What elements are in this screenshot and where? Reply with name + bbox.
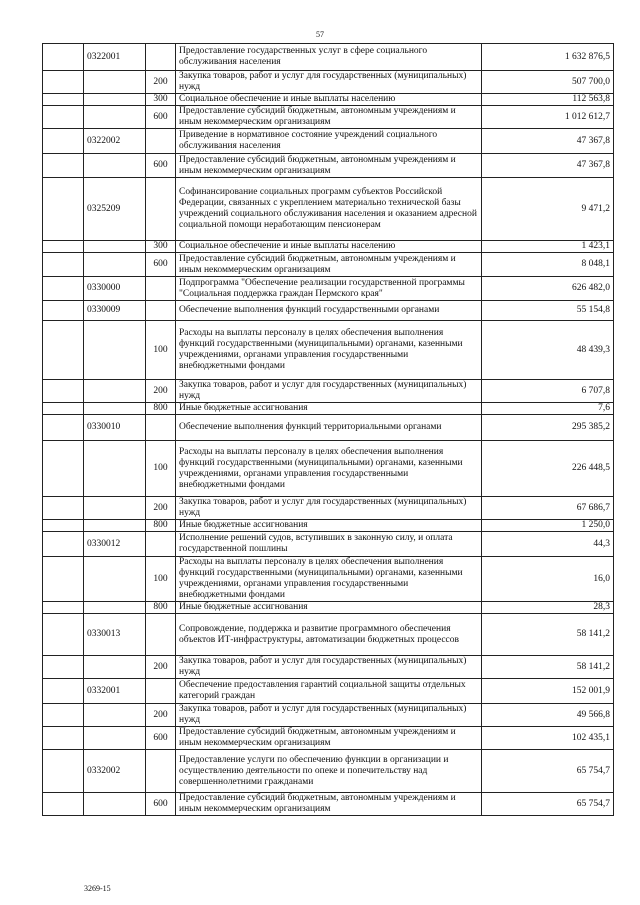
name-cell: Обеспечение выполнения функций государственными органами xyxy=(176,301,482,321)
row-spacer-cell xyxy=(43,793,84,816)
amount-cell: 55 154,8 xyxy=(482,301,614,321)
expense-type-cell xyxy=(146,679,176,704)
row-spacer-cell xyxy=(43,154,84,178)
target-code-cell xyxy=(84,520,146,532)
amount-cell: 28,3 xyxy=(482,602,614,614)
amount-cell: 1 632 876,5 xyxy=(482,44,614,71)
table-row xyxy=(43,520,614,532)
amount-cell: 67 686,7 xyxy=(482,497,614,520)
table-row xyxy=(43,415,614,441)
table-row xyxy=(43,497,614,520)
row-spacer-cell xyxy=(43,129,84,154)
row-spacer-cell xyxy=(43,253,84,277)
table-row xyxy=(43,602,614,614)
name-cell: Предоставление субсидий бюджетным, автономным учреждениям и иным некоммерческим организациям xyxy=(176,253,482,277)
name-cell: Расходы на выплаты персоналу в целях обеспечения выполнения функций государственными (муниципальными) органами, казенными учреждениями, органами управления государственными внебюджетными фондами xyxy=(176,557,482,602)
name-cell: Иные бюджетные ассигнования xyxy=(176,520,482,532)
budget-table-body xyxy=(43,44,614,816)
expense-type-cell: 800 xyxy=(146,602,176,614)
table-row xyxy=(43,656,614,679)
amount-cell: 47 367,8 xyxy=(482,129,614,154)
expense-type-cell xyxy=(146,301,176,321)
table-row xyxy=(43,154,614,178)
target-code-cell xyxy=(84,557,146,602)
row-spacer-cell xyxy=(43,656,84,679)
target-code-cell: 0330012 xyxy=(84,532,146,557)
target-code-cell xyxy=(84,106,146,129)
row-spacer-cell xyxy=(43,380,84,403)
amount-cell: 65 754,7 xyxy=(482,750,614,793)
row-spacer-cell xyxy=(43,704,84,727)
table-row xyxy=(43,106,614,129)
page-number: 57 xyxy=(316,30,324,39)
expense-type-cell: 600 xyxy=(146,154,176,178)
target-code-cell: 0332001 xyxy=(84,679,146,704)
name-cell: Предоставление субсидий бюджетным, автономным учреждениям и иным некоммерческим организациям xyxy=(176,154,482,178)
table-row xyxy=(43,614,614,656)
name-cell: Приведение в нормативное состояние учреждений социального обслуживания населения xyxy=(176,129,482,154)
target-code-cell: 0330009 xyxy=(84,301,146,321)
table-row xyxy=(43,129,614,154)
table-row xyxy=(43,241,614,253)
amount-cell: 16,0 xyxy=(482,557,614,602)
table-row xyxy=(43,380,614,403)
row-spacer-cell xyxy=(43,497,84,520)
target-code-cell xyxy=(84,241,146,253)
row-spacer-cell xyxy=(43,403,84,415)
amount-cell: 7,6 xyxy=(482,403,614,415)
name-cell: Социальное обеспечение и иные выплаты населению xyxy=(176,94,482,106)
target-code-cell xyxy=(84,403,146,415)
row-spacer-cell xyxy=(43,301,84,321)
expense-type-cell xyxy=(146,178,176,241)
row-spacer-cell xyxy=(43,557,84,602)
expense-type-cell xyxy=(146,614,176,656)
name-cell: Предоставление услуги по обеспечению функции в организации и осуществлению деятельности по опеке и попечительству над совершеннолетними гражданами xyxy=(176,750,482,793)
row-spacer-cell xyxy=(43,94,84,106)
name-cell: Закупка товаров, работ и услуг для государственных (муниципальных) нужд xyxy=(176,704,482,727)
name-cell: Софинансирование социальных программ субъектов Российской Федерации, связанных с укреплением материально технической базы учреждений социального обслуживания населения и оказанием адресной социальной помощи неработающим пенсионерам xyxy=(176,178,482,241)
row-spacer-cell xyxy=(43,277,84,301)
name-cell: Предоставление субсидий бюджетным, автономным учреждениям и иным некоммерческим организациям xyxy=(176,727,482,750)
name-cell: Закупка товаров, работ и услуг для государственных (муниципальных) нужд xyxy=(176,380,482,403)
target-code-cell xyxy=(84,321,146,380)
table-row xyxy=(43,44,614,71)
expense-type-cell xyxy=(146,532,176,557)
amount-cell: 295 385,2 xyxy=(482,415,614,441)
target-code-cell xyxy=(84,71,146,94)
expense-type-cell: 600 xyxy=(146,727,176,750)
name-cell: Предоставление субсидий бюджетным, автономным учреждениям и иным некоммерческим организациям xyxy=(176,106,482,129)
name-cell: Закупка товаров, работ и услуг для государственных (муниципальных) нужд xyxy=(176,71,482,94)
row-spacer-cell xyxy=(43,520,84,532)
target-code-cell: 0330013 xyxy=(84,614,146,656)
target-code-cell: 0330010 xyxy=(84,415,146,441)
amount-cell: 9 471,2 xyxy=(482,178,614,241)
expense-type-cell xyxy=(146,44,176,71)
expense-type-cell: 200 xyxy=(146,71,176,94)
expense-type-cell xyxy=(146,277,176,301)
name-cell: Обеспечение предоставления гарантий социальной защиты отдельных категорий граждан xyxy=(176,679,482,704)
name-cell: Обеспечение выполнения функций территориальными органами xyxy=(176,415,482,441)
table-row xyxy=(43,441,614,497)
expense-type-cell: 800 xyxy=(146,520,176,532)
row-spacer-cell xyxy=(43,415,84,441)
expense-type-cell: 100 xyxy=(146,557,176,602)
name-cell: Расходы на выплаты персоналу в целях обеспечения выполнения функций государственными (муниципальными) органами, казенными учреждениями, органами управления государственными внебюджетными фондами xyxy=(176,441,482,497)
amount-cell: 112 563,8 xyxy=(482,94,614,106)
target-code-cell xyxy=(84,656,146,679)
amount-cell: 47 367,8 xyxy=(482,154,614,178)
row-spacer-cell xyxy=(43,727,84,750)
name-cell: Иные бюджетные ассигнования xyxy=(176,403,482,415)
expense-type-cell xyxy=(146,415,176,441)
amount-cell: 626 482,0 xyxy=(482,277,614,301)
expense-type-cell: 100 xyxy=(146,321,176,380)
amount-cell: 48 439,3 xyxy=(482,321,614,380)
table-row xyxy=(43,178,614,241)
name-cell: Закупка товаров, работ и услуг для государственных (муниципальных) нужд xyxy=(176,497,482,520)
target-code-cell: 0322002 xyxy=(84,129,146,154)
amount-cell: 507 700,0 xyxy=(482,71,614,94)
table-row xyxy=(43,704,614,727)
table-row xyxy=(43,301,614,321)
expense-type-cell: 200 xyxy=(146,380,176,403)
table-row xyxy=(43,557,614,602)
name-cell: Социальное обеспечение и иные выплаты населению xyxy=(176,241,482,253)
table-row xyxy=(43,750,614,793)
expense-type-cell: 600 xyxy=(146,106,176,129)
expense-type-cell: 100 xyxy=(146,441,176,497)
expense-type-cell: 200 xyxy=(146,656,176,679)
amount-cell: 6 707,8 xyxy=(482,380,614,403)
name-cell: Расходы на выплаты персоналу в целях обеспечения выполнения функций государственными (муниципальными) органами, казенными учреждениями, органами управления государственными внебюджетными фондами xyxy=(176,321,482,380)
row-spacer-cell xyxy=(43,321,84,380)
name-cell: Подпрограмма "Обеспечение реализации государственной программы "Социальная поддержка граждан Пермского края" xyxy=(176,277,482,301)
name-cell: Предоставление государственных услуг в сфере социального обслуживания населения xyxy=(176,44,482,71)
row-spacer-cell xyxy=(43,106,84,129)
target-code-cell xyxy=(84,154,146,178)
target-code-cell xyxy=(84,253,146,277)
expense-type-cell: 200 xyxy=(146,704,176,727)
amount-cell: 65 754,7 xyxy=(482,793,614,816)
expense-type-cell: 800 xyxy=(146,403,176,415)
target-code-cell xyxy=(84,497,146,520)
budget-table xyxy=(42,43,614,816)
target-code-cell: 0330000 xyxy=(84,277,146,301)
name-cell: Предоставление субсидий бюджетным, автономным учреждениям и иным некоммерческим организациям xyxy=(176,793,482,816)
amount-cell: 1 012 612,7 xyxy=(482,106,614,129)
footer-code: 3269-15 xyxy=(84,884,111,893)
amount-cell: 58 141,2 xyxy=(482,656,614,679)
table-row xyxy=(43,727,614,750)
name-cell: Закупка товаров, работ и услуг для государственных (муниципальных) нужд xyxy=(176,656,482,679)
table-row xyxy=(43,403,614,415)
name-cell: Сопровождение, поддержка и развитие программного обеспечения объектов ИТ-инфраструктуры, автоматизации бюджетных процессов xyxy=(176,614,482,656)
target-code-cell xyxy=(84,704,146,727)
amount-cell: 1 423,1 xyxy=(482,241,614,253)
table-row xyxy=(43,532,614,557)
row-spacer-cell xyxy=(43,532,84,557)
row-spacer-cell xyxy=(43,602,84,614)
expense-type-cell: 600 xyxy=(146,253,176,277)
row-spacer-cell xyxy=(43,441,84,497)
amount-cell: 58 141,2 xyxy=(482,614,614,656)
target-code-cell: 0325209 xyxy=(84,178,146,241)
target-code-cell xyxy=(84,441,146,497)
row-spacer-cell xyxy=(43,71,84,94)
target-code-cell: 0332002 xyxy=(84,750,146,793)
target-code-cell xyxy=(84,793,146,816)
table-row xyxy=(43,679,614,704)
amount-cell: 226 448,5 xyxy=(482,441,614,497)
amount-cell: 8 048,1 xyxy=(482,253,614,277)
expense-type-cell: 200 xyxy=(146,497,176,520)
row-spacer-cell xyxy=(43,750,84,793)
expense-type-cell: 300 xyxy=(146,241,176,253)
expense-type-cell xyxy=(146,129,176,154)
amount-cell: 1 250,0 xyxy=(482,520,614,532)
table-row xyxy=(43,321,614,380)
row-spacer-cell xyxy=(43,241,84,253)
expense-type-cell: 600 xyxy=(146,793,176,816)
table-row xyxy=(43,253,614,277)
name-cell: Исполнение решений судов, вступивших в законную силу, и оплата государственной пошлины xyxy=(176,532,482,557)
table-row xyxy=(43,793,614,816)
table-row xyxy=(43,94,614,106)
row-spacer-cell xyxy=(43,679,84,704)
table-row xyxy=(43,71,614,94)
target-code-cell xyxy=(84,727,146,750)
table-row xyxy=(43,277,614,301)
name-cell: Иные бюджетные ассигнования xyxy=(176,602,482,614)
amount-cell: 152 001,9 xyxy=(482,679,614,704)
target-code-cell xyxy=(84,94,146,106)
row-spacer-cell xyxy=(43,614,84,656)
expense-type-cell: 300 xyxy=(146,94,176,106)
target-code-cell: 0322001 xyxy=(84,44,146,71)
row-spacer-cell xyxy=(43,44,84,71)
target-code-cell xyxy=(84,602,146,614)
amount-cell: 102 435,1 xyxy=(482,727,614,750)
amount-cell: 49 566,8 xyxy=(482,704,614,727)
amount-cell: 44,3 xyxy=(482,532,614,557)
row-spacer-cell xyxy=(43,178,84,241)
expense-type-cell xyxy=(146,750,176,793)
target-code-cell xyxy=(84,380,146,403)
